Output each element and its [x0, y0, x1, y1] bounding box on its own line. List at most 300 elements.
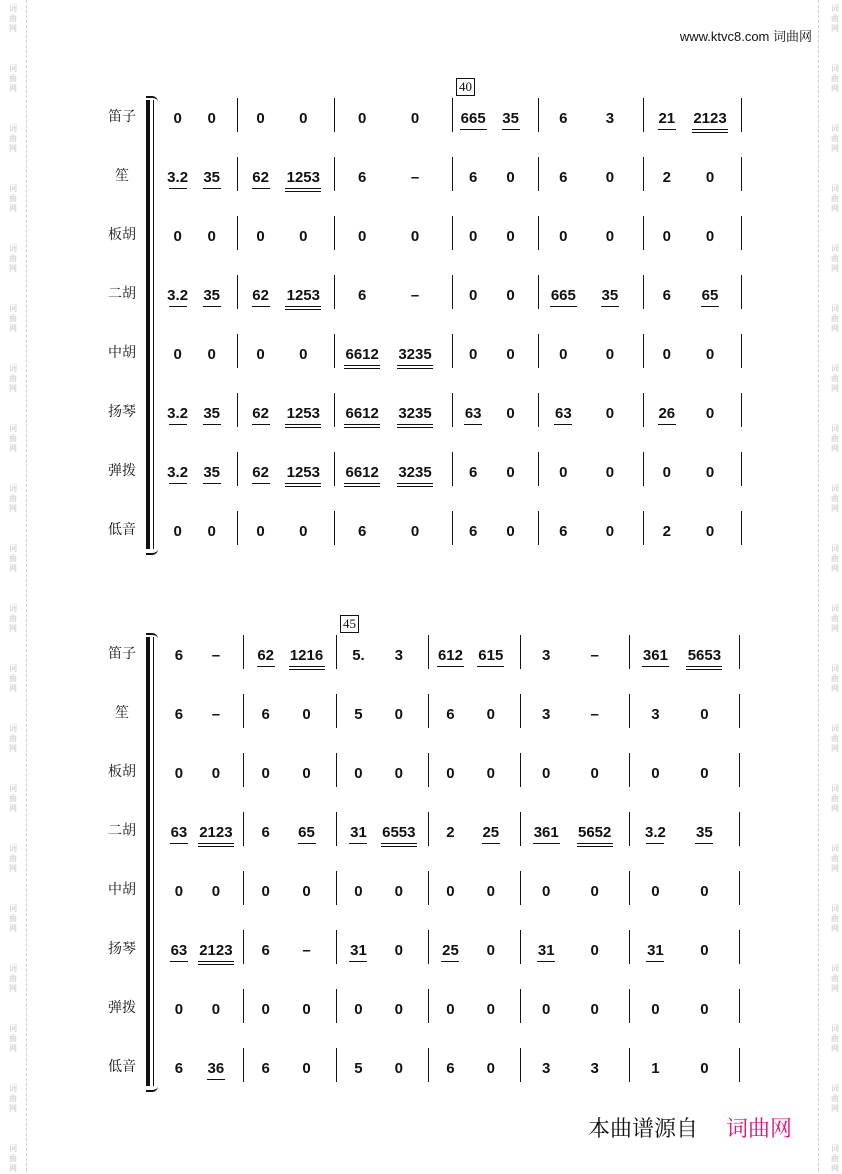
system-bracket-bottom	[146, 549, 158, 555]
rhythm-beam	[646, 843, 664, 844]
rhythm-beam	[397, 368, 433, 369]
watermark-text: 词 曲 网	[831, 424, 839, 453]
notation-group: 0	[410, 110, 420, 127]
rhythm-beam	[198, 964, 234, 965]
notation-group: 0	[506, 287, 515, 304]
notation-group: 612	[437, 647, 463, 664]
instrument-label: 二胡	[108, 286, 136, 302]
watermark-text: 词 曲 网	[9, 484, 17, 513]
site-header-url[interactable]: www.ktvc8.com 词曲网	[679, 29, 812, 44]
notation-group: 0	[211, 765, 221, 782]
barline	[336, 753, 337, 787]
barline	[237, 275, 238, 309]
watermark-text: 词 曲 网	[831, 244, 839, 273]
notation-group: 3235	[398, 405, 432, 422]
rhythm-beam	[658, 129, 676, 130]
rhythm-beam	[203, 483, 221, 484]
watermark-text: 词 曲 网	[831, 4, 839, 33]
barline	[538, 98, 539, 132]
barline	[334, 98, 335, 132]
barline	[237, 393, 238, 427]
watermark-text: 词 曲 网	[831, 184, 839, 213]
notation-group: 1253	[286, 464, 320, 481]
notation-group: 21	[658, 110, 676, 127]
notation-group: 6	[261, 942, 270, 959]
watermark-text: 词 曲 网	[831, 64, 839, 93]
rhythm-beam	[349, 961, 367, 962]
watermark-text: 词 曲 网	[9, 724, 17, 753]
barline	[243, 930, 244, 964]
barline	[428, 753, 429, 787]
notation-group: 6	[446, 1060, 455, 1077]
system-thin-line	[153, 637, 154, 1086]
barline	[629, 930, 630, 964]
barline	[334, 393, 335, 427]
watermark-text: 词 曲 网	[831, 844, 839, 873]
rehearsal-mark: 45	[340, 615, 359, 633]
watermark-text: 词 曲 网	[9, 904, 17, 933]
notation-group: 6	[662, 287, 671, 304]
rhythm-beam	[203, 306, 221, 307]
notation-group: 6	[261, 824, 270, 841]
notation-group: 3.2	[167, 169, 189, 186]
notation-group: 25	[442, 942, 459, 959]
notation-group: 3.2	[167, 405, 189, 422]
barline	[739, 930, 740, 964]
notation-group: 0	[700, 765, 709, 782]
notation-group: –	[410, 287, 420, 304]
notation-group: 0	[394, 706, 403, 723]
footer-brand-link[interactable]: 词曲网	[726, 1117, 793, 1142]
notation-group: 0	[256, 523, 265, 540]
watermark-text: 词 曲 网	[9, 544, 17, 573]
notation-group: 63	[554, 405, 572, 422]
notation-group: 6	[468, 523, 478, 540]
notation-group: 6	[559, 110, 568, 127]
barline	[428, 989, 429, 1023]
notation-group: 0	[468, 287, 478, 304]
notation-group: 6612	[345, 346, 379, 363]
notation-group: 62	[252, 405, 269, 422]
system-bracket-top	[146, 633, 158, 639]
notation-group: 0	[394, 765, 403, 782]
rhythm-beam	[198, 843, 234, 844]
watermark-text: 词 曲 网	[9, 304, 17, 333]
notation-group: 0	[559, 228, 568, 245]
notation-group: 0	[394, 1001, 403, 1018]
rhythm-beam	[285, 188, 321, 189]
notation-group: 0	[354, 883, 363, 900]
barline	[243, 635, 244, 669]
notation-group: 0	[394, 883, 403, 900]
barline	[741, 452, 742, 486]
watermark-text: 词 曲 网	[9, 364, 17, 393]
notation-group: 35	[203, 464, 221, 481]
notation-group: 35	[203, 287, 221, 304]
barline	[520, 635, 521, 669]
notation-group: 0	[486, 706, 495, 723]
barline	[741, 157, 742, 191]
notation-group: 31	[537, 942, 555, 959]
barline	[739, 871, 740, 905]
rhythm-beam	[686, 669, 722, 670]
notation-group: 0	[705, 405, 715, 422]
rhythm-beam	[344, 424, 380, 425]
notation-group: 3	[651, 706, 660, 723]
notation-group: 6	[559, 169, 568, 186]
barline	[336, 635, 337, 669]
barline	[428, 871, 429, 905]
notation-group: 2123	[199, 942, 233, 959]
rhythm-beam	[397, 483, 433, 484]
notation-group: 0	[207, 110, 216, 127]
barline	[243, 989, 244, 1023]
notation-group: 35	[203, 405, 221, 422]
barline	[428, 635, 429, 669]
rhythm-beam	[686, 666, 722, 667]
notation-group: 0	[446, 765, 455, 782]
rhythm-beam	[477, 666, 504, 667]
watermark-text: 词 曲 网	[9, 964, 17, 993]
barline	[520, 989, 521, 1023]
notation-group: 0	[486, 765, 495, 782]
notation-group: –	[211, 706, 221, 723]
barline	[643, 334, 644, 368]
notation-group: 65	[701, 287, 719, 304]
barline	[520, 694, 521, 728]
notation-group: 31	[350, 942, 367, 959]
notation-group: 3.2	[167, 464, 189, 481]
notation-group: 6	[468, 169, 478, 186]
notation-group: 0	[302, 706, 311, 723]
notation-group: 25	[482, 824, 500, 841]
notation-group: 62	[257, 647, 275, 664]
notation-group: 0	[506, 169, 515, 186]
notation-group: 0	[410, 523, 420, 540]
notation-group: 1216	[289, 647, 324, 664]
notation-group: 361	[533, 824, 559, 841]
notation-group: 62	[252, 169, 269, 186]
rhythm-beam	[207, 1079, 225, 1080]
barline	[538, 275, 539, 309]
rhythm-beam	[285, 191, 321, 192]
notation-group: 6	[174, 1060, 184, 1077]
rhythm-beam	[257, 666, 275, 667]
rhythm-beam	[285, 427, 321, 428]
instrument-label: 板胡	[108, 227, 136, 243]
barline	[334, 275, 335, 309]
notation-group: 0	[211, 883, 221, 900]
barline	[538, 511, 539, 545]
barline	[237, 98, 238, 132]
barline	[629, 1048, 630, 1082]
notation-group: 665	[460, 110, 486, 127]
rhythm-beam	[397, 486, 433, 487]
barline	[452, 157, 453, 191]
notation-group: 31	[350, 824, 367, 841]
rhythm-beam	[464, 424, 482, 425]
barline	[741, 275, 742, 309]
notation-group: 2123	[199, 824, 233, 841]
notation-group: 0	[700, 1060, 709, 1077]
barline	[739, 753, 740, 787]
notation-group: 5	[354, 1060, 363, 1077]
notation-group: 1253	[286, 169, 320, 186]
notation-group: 0	[605, 228, 615, 245]
barline	[334, 452, 335, 486]
barline	[428, 812, 429, 846]
rhythm-beam	[381, 846, 417, 847]
barline	[643, 511, 644, 545]
notation-group: 0	[174, 765, 184, 782]
instrument-label: 弹拨	[108, 1000, 136, 1016]
barline	[237, 216, 238, 250]
notation-group: 0	[651, 765, 660, 782]
notation-group: 6	[174, 706, 184, 723]
notation-group: 361	[642, 647, 668, 664]
notation-group: 5.	[352, 647, 365, 664]
watermark-text: 词 曲 网	[831, 124, 839, 153]
notation-group: 665	[550, 287, 576, 304]
rehearsal-mark: 40	[456, 78, 475, 96]
barline	[452, 216, 453, 250]
right-margin-watermark-strip	[818, 0, 842, 1171]
notation-group: 0	[299, 346, 308, 363]
notation-group: 0	[542, 1001, 551, 1018]
notation-group: 3.2	[645, 824, 666, 841]
notation-group: 6	[468, 464, 478, 481]
rhythm-beam	[344, 368, 380, 369]
watermark-text: 词 曲 网	[9, 424, 17, 453]
notation-group: 0	[358, 110, 367, 127]
instrument-label: 板胡	[108, 764, 136, 780]
barline	[538, 452, 539, 486]
instrument-label: 中胡	[108, 345, 136, 361]
rhythm-beam	[397, 427, 433, 428]
notation-group: 6	[358, 523, 367, 540]
rhythm-beam	[203, 188, 221, 189]
notation-group: 6	[358, 287, 367, 304]
notation-group: 0	[651, 883, 660, 900]
watermark-text: 词 曲 网	[831, 724, 839, 753]
notation-group: 0	[302, 1001, 311, 1018]
notation-group: 0	[605, 523, 615, 540]
watermark-text: 词 曲 网	[831, 1024, 839, 1053]
rhythm-beam	[344, 427, 380, 428]
notation-group: 0	[173, 228, 182, 245]
notation-group: 0	[299, 228, 308, 245]
barline	[739, 812, 740, 846]
barline	[336, 812, 337, 846]
barline	[334, 216, 335, 250]
watermark-text: 词 曲 网	[9, 604, 17, 633]
notation-group: 0	[700, 883, 709, 900]
notation-group: 0	[662, 346, 671, 363]
barline	[452, 511, 453, 545]
barline	[629, 812, 630, 846]
rhythm-beam	[170, 961, 188, 962]
instrument-label: 笙	[115, 168, 129, 184]
notation-group: 0	[256, 110, 265, 127]
notation-group: 2	[446, 824, 455, 841]
notation-group: 0	[705, 523, 715, 540]
notation-group: 0	[174, 1001, 184, 1018]
barline	[538, 157, 539, 191]
barline	[739, 989, 740, 1023]
notation-group: 3235	[398, 464, 432, 481]
notation-group: 62	[252, 464, 269, 481]
watermark-text: 词 曲 网	[9, 64, 17, 93]
watermark-text: 词 曲 网	[9, 1144, 17, 1173]
notation-group: 0	[590, 1001, 599, 1018]
watermark-text: 词 曲 网	[9, 1084, 17, 1113]
instrument-label: 笛子	[108, 646, 136, 662]
barline	[739, 635, 740, 669]
rhythm-beam	[285, 424, 321, 425]
notation-group: 0	[446, 883, 455, 900]
notation-group: 0	[700, 1001, 709, 1018]
barline	[741, 393, 742, 427]
notation-group: 5653	[687, 647, 722, 664]
notation-group: 0	[358, 228, 367, 245]
rhythm-beam	[285, 486, 321, 487]
barline	[538, 334, 539, 368]
footer-source-label: 本曲谱源自	[588, 1117, 699, 1142]
rhythm-beam	[198, 846, 234, 847]
rhythm-beam	[298, 843, 316, 844]
rhythm-beam	[701, 306, 719, 307]
watermark-text: 词 曲 网	[9, 244, 17, 273]
notation-group: 0	[590, 883, 599, 900]
rhythm-beam	[252, 483, 270, 484]
rhythm-beam	[289, 666, 325, 667]
watermark-text: 词 曲 网	[9, 844, 17, 873]
notation-group: 3	[605, 110, 615, 127]
rhythm-beam	[502, 129, 520, 130]
watermark-text: 词 曲 网	[831, 304, 839, 333]
notation-group: 0	[486, 883, 495, 900]
notation-group: 0	[299, 523, 308, 540]
rhythm-beam	[344, 483, 380, 484]
notation-group: 0	[486, 1060, 495, 1077]
rhythm-beam	[441, 961, 459, 962]
rhythm-beam	[537, 961, 555, 962]
notation-group: 0	[207, 523, 216, 540]
notation-group: 35	[502, 110, 519, 127]
watermark-text: 词 曲 网	[831, 664, 839, 693]
notation-group: 0	[705, 228, 715, 245]
watermark-text: 词 曲 网	[831, 964, 839, 993]
notation-group: 3	[542, 1060, 551, 1077]
notation-group: 3235	[398, 346, 432, 363]
barline	[334, 157, 335, 191]
rhythm-beam	[646, 961, 664, 962]
barline	[452, 452, 453, 486]
barline	[629, 694, 630, 728]
rhythm-beam	[692, 129, 728, 130]
watermark-text: 词 曲 网	[9, 4, 17, 33]
notation-group: 0	[302, 765, 311, 782]
rhythm-beam	[397, 424, 433, 425]
barline	[452, 98, 453, 132]
system-bracket	[146, 100, 150, 549]
notation-group: 3	[542, 706, 551, 723]
notation-group: 3	[394, 647, 403, 664]
rhythm-beam	[169, 306, 187, 307]
notation-group: 0	[261, 765, 270, 782]
watermark-text: 词 曲 网	[9, 184, 17, 213]
barline	[520, 871, 521, 905]
barline	[428, 1048, 429, 1082]
barline	[336, 930, 337, 964]
notation-group: 0	[662, 464, 671, 481]
notation-group: 0	[173, 523, 182, 540]
notation-group: 62	[252, 287, 269, 304]
barline	[520, 930, 521, 964]
barline	[520, 812, 521, 846]
left-margin-watermark-strip	[0, 0, 27, 1171]
instrument-label: 笛子	[108, 109, 136, 125]
notation-group: 0	[486, 1001, 495, 1018]
notation-group: 0	[542, 765, 551, 782]
barline	[237, 334, 238, 368]
system-thin-line	[153, 100, 154, 549]
notation-group: 3	[542, 647, 551, 664]
instrument-label: 低音	[108, 522, 136, 538]
notation-group: 0	[506, 464, 515, 481]
notation-group: 0	[394, 1060, 403, 1077]
barline	[739, 1048, 740, 1082]
notation-group: 0	[302, 883, 311, 900]
barline	[243, 694, 244, 728]
notation-group: 0	[394, 942, 403, 959]
rhythm-beam	[344, 365, 380, 366]
rhythm-beam	[252, 188, 270, 189]
notation-group: 0	[256, 228, 265, 245]
barline	[520, 753, 521, 787]
watermark-text: 词 曲 网	[831, 1084, 839, 1113]
notation-group: 0	[173, 346, 182, 363]
notation-group: 0	[700, 706, 709, 723]
notation-group: 0	[662, 228, 671, 245]
rhythm-beam	[381, 843, 417, 844]
rhythm-beam	[550, 306, 577, 307]
instrument-label: 扬琴	[108, 404, 136, 420]
barline	[741, 216, 742, 250]
notation-group: 0	[705, 169, 715, 186]
notation-group: 36	[207, 1060, 225, 1077]
notation-group: 6	[358, 169, 367, 186]
instrument-label: 二胡	[108, 823, 136, 839]
barline	[629, 989, 630, 1023]
notation-group: 0	[605, 405, 615, 422]
notation-group: –	[410, 169, 420, 186]
notation-group: 6612	[345, 464, 379, 481]
barline	[428, 930, 429, 964]
barline	[643, 393, 644, 427]
rhythm-beam	[554, 424, 572, 425]
rhythm-beam	[169, 424, 187, 425]
notation-group: –	[302, 942, 311, 959]
barline	[452, 393, 453, 427]
notation-group: –	[590, 706, 599, 723]
instrument-label: 笙	[115, 705, 129, 721]
notation-group: 0	[506, 228, 515, 245]
barline	[237, 511, 238, 545]
watermark-text: 词 曲 网	[831, 604, 839, 633]
rhythm-beam	[437, 666, 464, 667]
rhythm-beam	[601, 306, 619, 307]
